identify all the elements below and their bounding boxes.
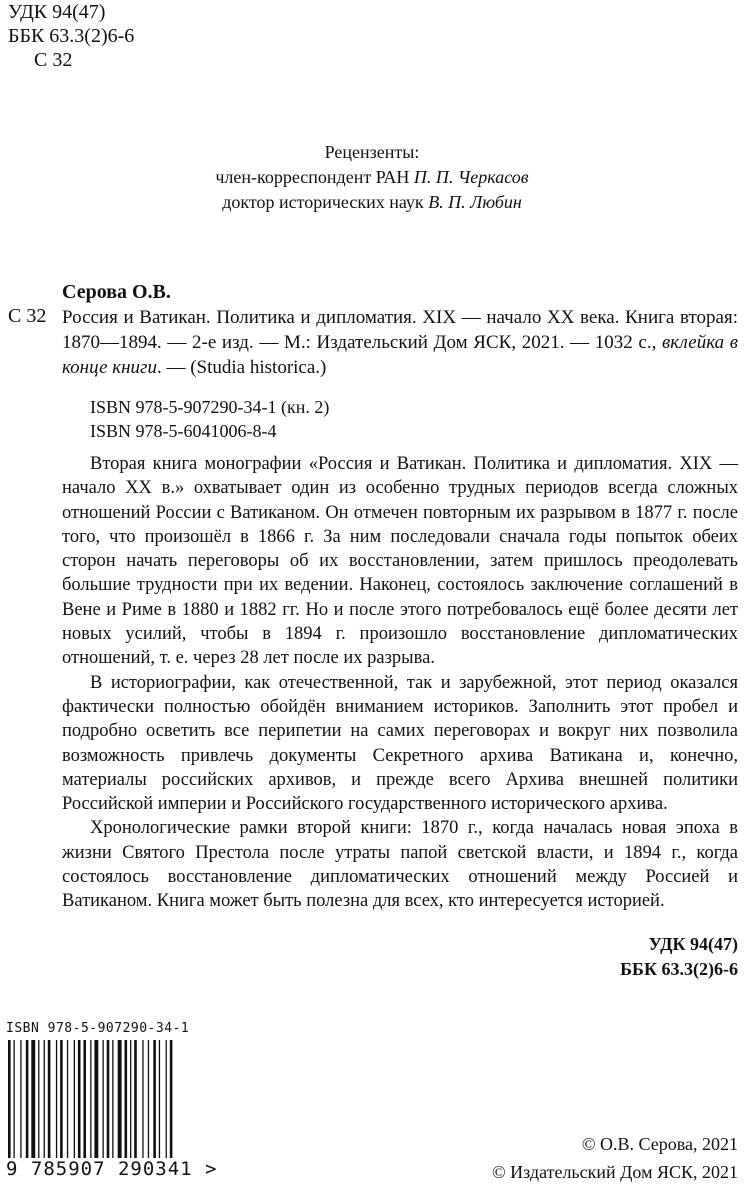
- reviewer-2-title: доктор исторических наук: [222, 192, 424, 212]
- classification-bottom: [620, 932, 738, 982]
- reviewers-block: [0, 140, 744, 215]
- annotation-paragraph-3: Хронологические рамки второй книги: 1870 г., когда началась новая эпоха в жизни Святого Престола после утраты папой светской власти, и 1894 г., когда состоялось восстановление дипломатических отношений между Россией и Ватиканом. Книга может быть полезна для всех, кто интересуется историей.: [62, 818, 738, 912]
- barcode-isbn-label: ISBN 978-5-907290-34-1: [6, 1021, 190, 1036]
- classification-block: [8, 0, 134, 72]
- reviewers-heading: Рецензенты:: [324, 142, 420, 162]
- reviewer-2-name: В. П. Любин: [428, 192, 522, 212]
- annotation-paragraph-2: В историографии, как отечественной, так и зарубежной, этот период оказался фактически полностью обойдён вниманием историков. Заполнить этот пробел и подробно осветить все перипетии на самих переговорах и вокруг них позволила возможность привлечь документы Секретного архива Ватикана и, конечно, материалы российских архивов, и прежде всего Архива внешней политики Российской империи и Российского государственного исторического архива.: [62, 672, 738, 815]
- isbn-2: ISBN 978-5-6041006-8-4: [90, 421, 277, 441]
- bib-insert-note: вклейка в конце книги: [62, 332, 739, 378]
- reviewer-1-title: член-корреспондент РАН: [215, 167, 410, 187]
- isbn-block: [90, 395, 329, 443]
- barcode-image: [6, 1040, 222, 1158]
- copyright-publisher: © Издательский Дом ЯСК, 2021: [491, 1162, 738, 1182]
- bib-main: Россия и Ватикан. Политика и дипломатия. XIX — начало XX века. Книга вторая: 1870—1894. — 2-е изд. — М.: Издательский Дом ЯСК, 2021. — 1032 с.,: [62, 307, 738, 353]
- bbk-code: ББК 63.3(2)6-6: [8, 25, 135, 47]
- udk-code-bottom: УДК 94(47): [648, 934, 738, 954]
- bib-series: . — (Studia historica.): [156, 357, 327, 378]
- udk-code: УДК 94(47): [8, 1, 106, 23]
- reviewer-1: [0, 165, 744, 190]
- reviewer-2: [0, 190, 744, 215]
- author-heading: Серова О.В.: [62, 281, 171, 303]
- barcode-digits: 9 785907 290341 >: [6, 1158, 218, 1180]
- bibliographic-description: [62, 305, 738, 380]
- bbk-code-bottom: ББК 63.3(2)6-6: [620, 959, 738, 979]
- copyright-author: © О.В. Серова, 2021: [581, 1134, 738, 1154]
- reviewer-1-name: П. П. Черкасов: [413, 167, 529, 187]
- author-code: С 32: [34, 49, 73, 71]
- catalog-code: С 32: [8, 305, 47, 327]
- isbn-1: ISBN 978-5-907290-34-1 (кн. 2): [90, 397, 330, 417]
- annotation-paragraph-1: Вторая книга монографии «Россия и Ватикан. Политика и дипломатия. XIX — начало XX в.» охватывает один из особенно трудных периодов всегда сложных отношений России с Ватиканом. Он отмечен повторным их разрывом в 1877 г. после того, что произошёл в 1866 г. За ним последовали сначала годы попыток обеих сторон начать переговоры об их восстановлении, затем пришлось преодолевать большие трудности при их ведении. Наконец, состоялось заключение соглашений в Вене и Риме в 1880 и 1882 гг. Но и после этого потребовалось ещё более десяти лет новых усилий, чтобы в 1894 г. произошло восстановление дипломатических отношений, т. е. через 28 лет после их разрыва.: [62, 454, 738, 669]
- annotation: [62, 452, 738, 914]
- copyright-block: [492, 1130, 738, 1186]
